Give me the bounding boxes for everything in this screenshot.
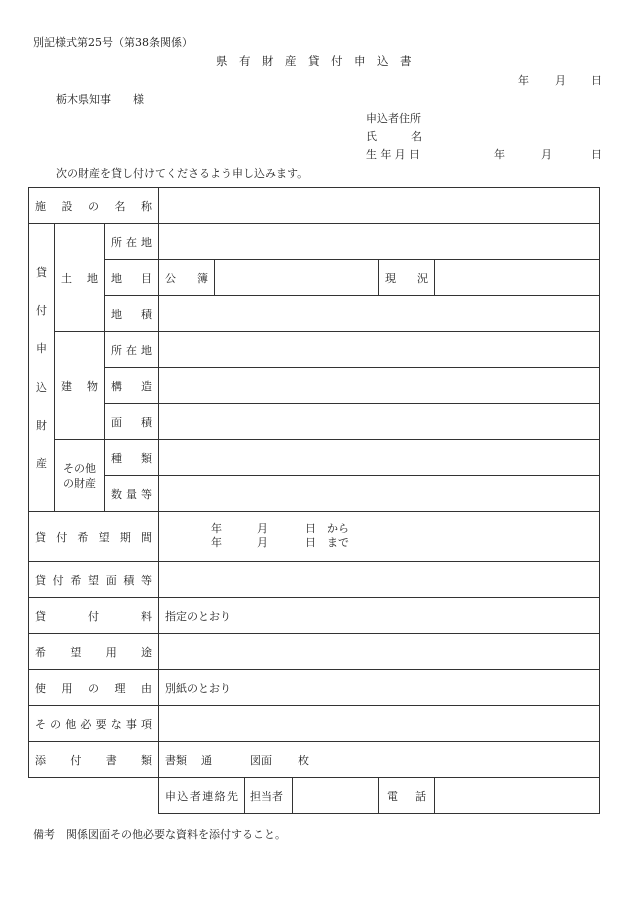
- phone-label: 電 話: [387, 789, 427, 803]
- kouboku-label: 公 簿: [165, 271, 209, 285]
- contact-label: 申 込 者 連 絡 先: [159, 778, 245, 813]
- applicant-birth-label: 生 年 月 日: [366, 148, 420, 161]
- facility-name-field[interactable]: [159, 188, 600, 224]
- floor-area-label: 面 積: [111, 415, 153, 429]
- kind-field[interactable]: [159, 440, 600, 476]
- date-year: 年: [518, 74, 529, 87]
- facility-name-label: 施 設 の 名 称: [35, 199, 152, 213]
- other-matters-label: そ の 他 必 要 な 事 項: [35, 717, 152, 731]
- other-asset-label: その他 の財産: [55, 440, 105, 512]
- land-location-label: 所 在 地: [111, 235, 153, 249]
- addressee: 栃木県知事 様: [56, 93, 144, 106]
- land-label: 土 地: [61, 271, 98, 285]
- use-label: 希 望 用 途: [35, 645, 153, 659]
- asset-label: 貸 付 申 込 財 産: [36, 265, 47, 471]
- intro-text: 次の財産を貸し付けてくださるよう申し込みます。: [56, 167, 309, 180]
- person-label: 担当者: [245, 778, 293, 813]
- structure-field[interactable]: [159, 368, 600, 404]
- birth-year: 年: [494, 148, 505, 161]
- note: 備考 関係図面その他必要な資料を添付すること。: [33, 828, 286, 841]
- kouboku-field[interactable]: [215, 260, 379, 296]
- fee-label: 貸 付 料: [35, 609, 153, 623]
- chiseki-field[interactable]: [159, 296, 600, 332]
- genkyo-field[interactable]: [435, 260, 600, 296]
- kind-label: 種 類: [111, 451, 153, 465]
- building-location-label: 所 在 地: [111, 343, 153, 357]
- chiseki-label: 地 積: [111, 307, 153, 321]
- building-location-field[interactable]: [159, 332, 600, 368]
- area-field[interactable]: [159, 562, 600, 598]
- row-facility-name: [29, 188, 600, 224]
- birth-day: 日: [591, 148, 602, 161]
- applicant-name-label-2: 名: [411, 130, 422, 143]
- area-label: 貸 付 希 望 面 積 等: [35, 573, 153, 587]
- use-field[interactable]: [159, 634, 600, 670]
- period-label: 貸 付 希 望 期 間: [35, 530, 153, 544]
- form-number: 別記様式第25号（第38条関係）: [33, 36, 193, 49]
- fee-field: 指定のとおり: [159, 598, 600, 634]
- birth-month: 月: [541, 148, 552, 161]
- applicant-address-label: 申込者住所: [366, 112, 421, 125]
- land-location-field[interactable]: [159, 224, 600, 260]
- applicant-name-label-1: 氏: [366, 130, 377, 143]
- date-month: 月: [555, 74, 566, 87]
- quantity-label: 数 量 等: [111, 487, 153, 501]
- period-field[interactable]: 年 月 日 から 年 月 日 まで: [159, 512, 600, 562]
- structure-label: 構 造: [111, 379, 153, 393]
- attachments-label: 添 付 書 類: [35, 753, 153, 767]
- application-table: [28, 187, 600, 814]
- floor-area-field[interactable]: [159, 404, 600, 440]
- building-label: 建 物: [61, 379, 98, 393]
- phone-field[interactable]: [435, 778, 600, 814]
- other-matters-field[interactable]: [159, 706, 600, 742]
- date-day: 日: [591, 74, 602, 87]
- genkyo-label: 現 況: [385, 271, 429, 285]
- attachments-field[interactable]: 書類 通 図面 枚: [159, 742, 600, 778]
- quantity-field[interactable]: [159, 476, 600, 512]
- form-title: 県 有 財 産 貸 付 申 込 書: [216, 54, 412, 68]
- chimoku-label: 地 目: [111, 271, 153, 285]
- reason-label: 使 用 の 理 由: [35, 681, 152, 695]
- reason-field: 別紙のとおり: [159, 670, 600, 706]
